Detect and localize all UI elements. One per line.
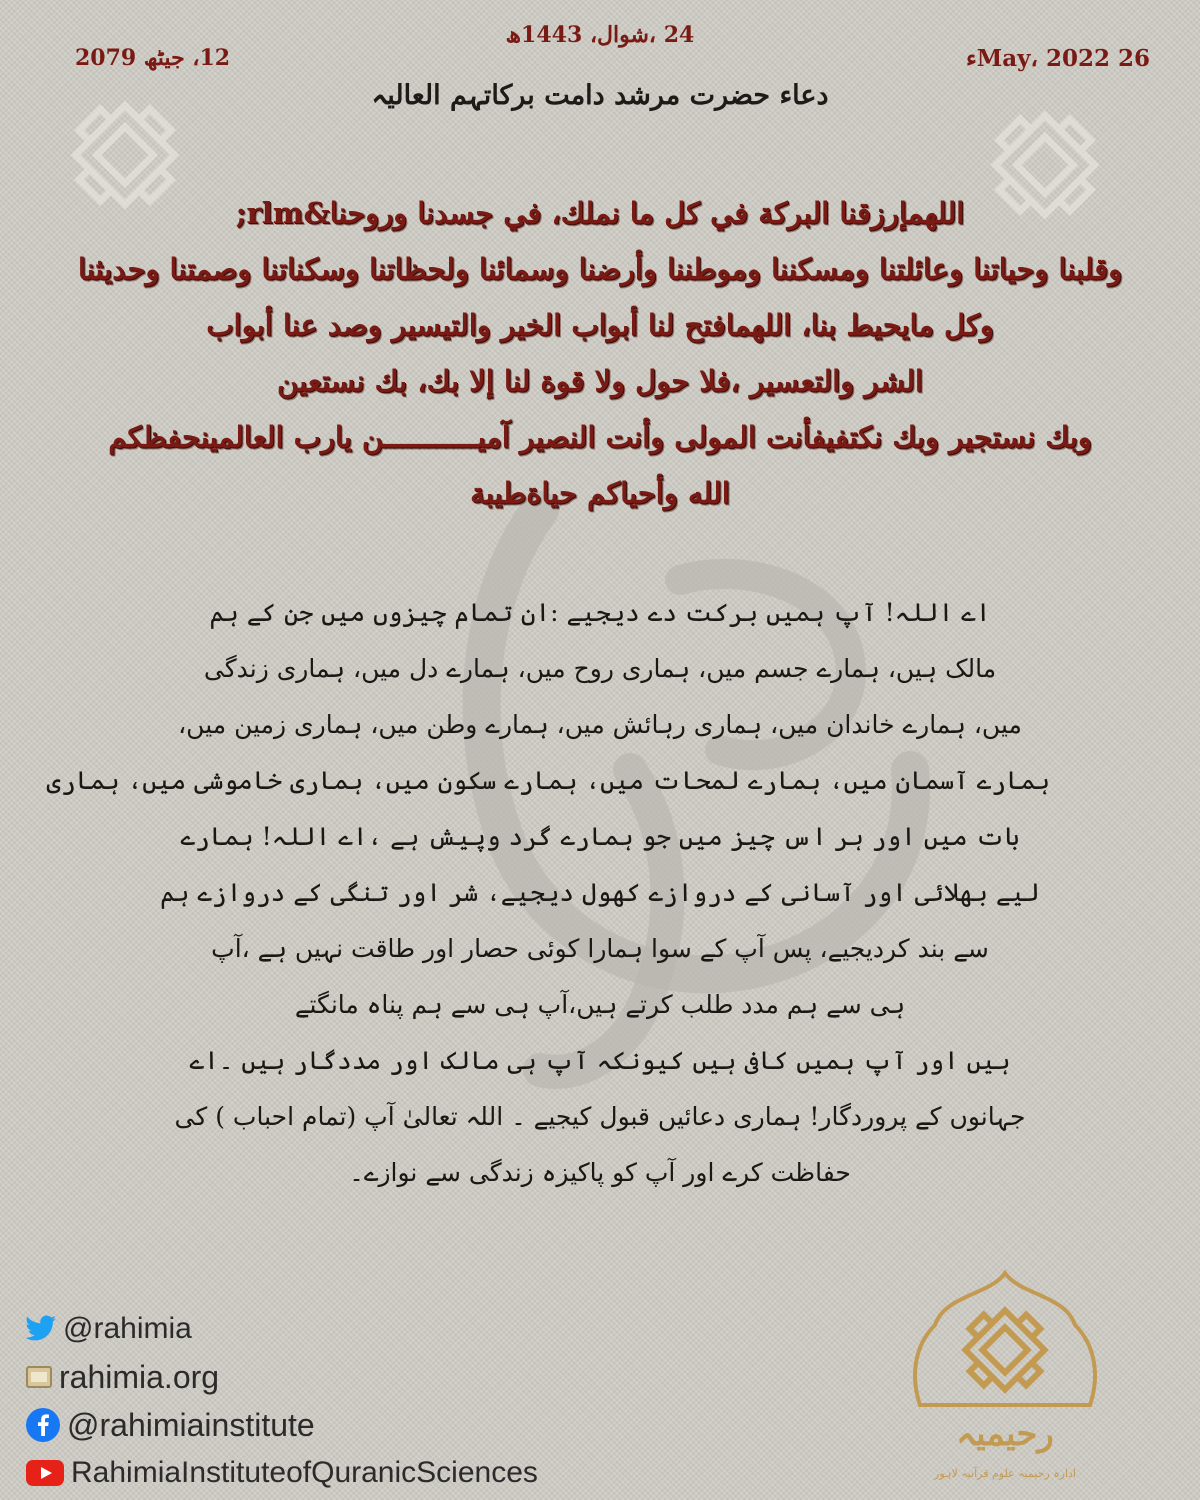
urdu-line: ہی سے ہم مدد طلب کرتے ہیں،آپ ہی سے ہم پناہ مانگتے [294, 990, 906, 1019]
svg-text:رحیمیہ: رحیمیہ [956, 1414, 1054, 1454]
youtube-channel: RahimiaInstituteofQuranicSciences [71, 1456, 538, 1489]
arabic-line: الله وأحياكم حياةطيبة [470, 476, 730, 510]
facebook-handle: @rahimiainstitute [67, 1406, 315, 1443]
bikrami-date: 12، جیٹھ 2079 [75, 45, 231, 71]
urdu-line: مالک ہیں، ہمارے جسم میں، ہماری روح میں، ہمارے دل میں، ہماری زندگی [203, 654, 997, 683]
page-title: دعاء حضرت مرشد دامت برکاتہم العالیہ [371, 80, 829, 111]
urdu-line: سے بند کردیجیے، پس آپ کے سوا ہمارا کوئی حصار اور طاقت نہیں ہے ،آپ [211, 934, 989, 963]
youtube-icon [25, 1459, 65, 1487]
urdu-line: بات میں اور ہر اس چیز میں جو ہمارے گرد وپیش ہے ،اے اللہ! ہمارے [180, 822, 1020, 851]
gregorian-date: 26 May، 2022ء [965, 45, 1150, 72]
twitter-icon [25, 1315, 57, 1343]
svg-text:ادارہ رحیمیہ علوم قرآنیہ لاہور: ادارہ رحیمیہ علوم قرآنیہ لاہور [934, 1467, 1076, 1480]
arabic-line: اللهمإرزقنا البركة في كل ما نملك، في جسدنا وروحنا&rlm; [235, 196, 965, 230]
urdu-line: ہیں اور آپ ہمیں کافی ہیں کیونکہ آپ ہی مالک اور مددگار ہیں ۔اے [189, 1046, 1011, 1075]
urdu-line: اے اللہ! آپ ہمیں برکت دے دیجیے :ان تمام چیزوں میں جن کے ہم [209, 598, 991, 627]
twitter-handle: @rahimia [63, 1312, 192, 1345]
website-url: rahimia.org [59, 1358, 220, 1395]
facebook-icon [25, 1407, 61, 1443]
website-link[interactable] [25, 1353, 538, 1401]
institute-logo [905, 1265, 1105, 1495]
facebook-link[interactable] [25, 1401, 538, 1449]
web-icon [25, 1365, 53, 1389]
urdu-line: میں، ہمارے خاندان میں، ہماری رہائش میں، ہمارے وطن میں، ہماری زمین میں، [178, 710, 1022, 739]
arabic-line: الشر والتعسير ،فلا حول ولا قوة لنا إلا بك، بك نستعين [277, 364, 923, 398]
arabic-dua [70, 185, 1130, 521]
twitter-link[interactable] [25, 1305, 538, 1353]
urdu-line: لیے بھلائی اور آسانی کے دروازے کھول دیجیے، شر اور تنگی کے دروازے ہم [160, 878, 1040, 907]
urdu-line: ہمارے آسمان میں، ہمارے لمحات میں، ہمارے سکون میں، ہماری خاموشی میں، ہماری [46, 766, 1050, 795]
arabic-line: وبك نستجير وبك نكتفيفأنت المولى وأنت النصير آميـــــــــــن يارب العالمينحفظكم [108, 420, 1092, 454]
youtube-link[interactable] [25, 1449, 538, 1497]
hijri-date: 24 ،شوال، 1443ھ [505, 22, 695, 48]
social-links [25, 1305, 538, 1497]
arabic-line: وكل مايحيط بنا، اللهمافتح لنا أبواب الخير والتيسير وصد عنا أبواب [206, 308, 994, 342]
urdu-translation [46, 585, 1050, 1201]
urdu-line: جہانوں کے پروردگار! ہماری دعائیں قبول کیجیے ۔ اللہ تعالیٰ آپ (تمام احباب ) کی [174, 1102, 1026, 1131]
arabic-line: وقلبنا وحياتنا وعائلتنا ومسكننا وموطننا وأرضنا وسمائنا ولحظاتنا وسكناتنا وصمتنا وحديثنا [77, 252, 1123, 286]
urdu-line: حفاظت کرے اور آپ کو پاکیزہ زندگی سے نوازے۔ [349, 1158, 851, 1187]
